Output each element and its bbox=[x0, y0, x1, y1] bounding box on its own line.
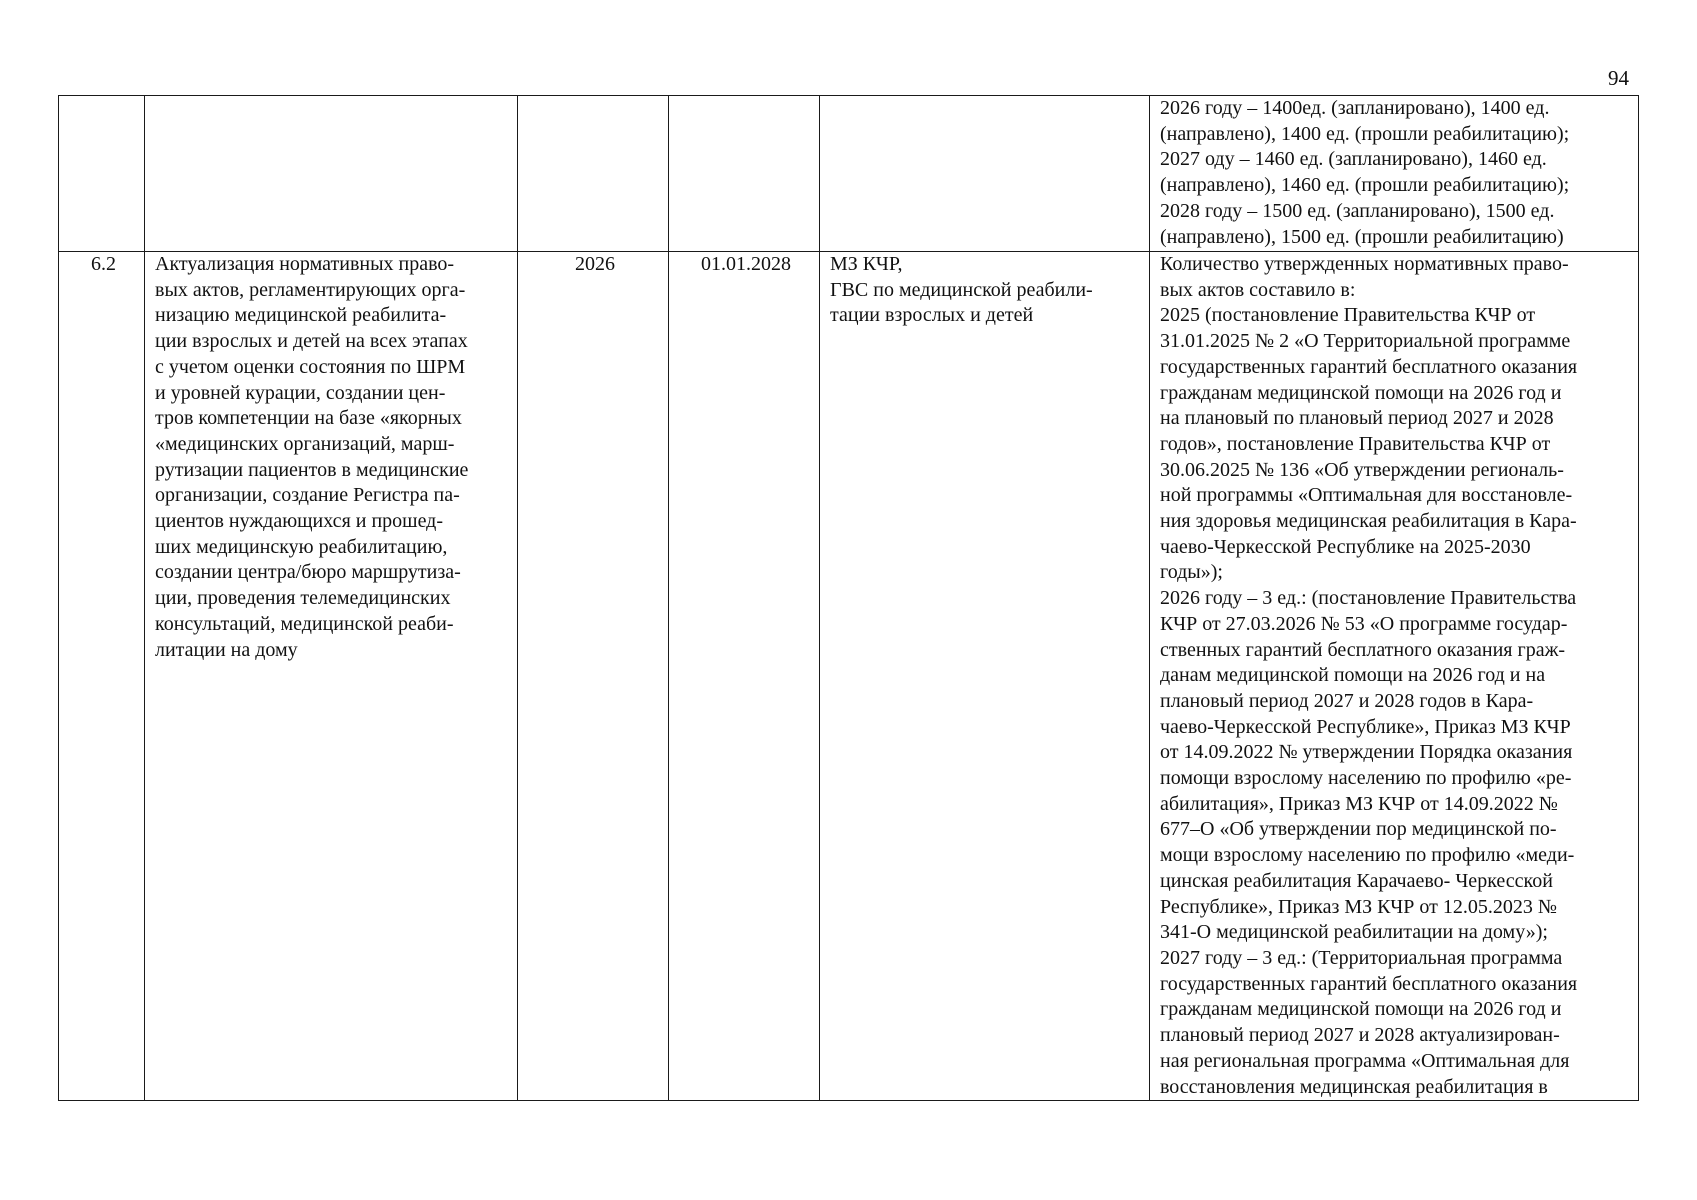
cell-description-empty bbox=[145, 96, 518, 252]
cell-end-empty bbox=[669, 96, 820, 252]
result-line: 341-О медицинской реабилитации на дому»); bbox=[1160, 921, 1548, 944]
table-row-6-2 bbox=[59, 252, 1639, 1101]
description-line: литации на дому bbox=[155, 638, 298, 661]
cell-description bbox=[145, 252, 518, 1101]
cell-responsible-empty bbox=[820, 96, 1150, 252]
description-line: рутизации пациентов в медицинские bbox=[155, 458, 469, 481]
result-line: данам медицинской помощи на 2026 год и на bbox=[1160, 664, 1546, 687]
table-row-continuation bbox=[59, 96, 1639, 252]
result-line: Республике», Приказ МЗ КЧР от 12.05.2023 № bbox=[1160, 895, 1557, 918]
description-line: Актуализация нормативных право- bbox=[155, 253, 455, 275]
responsible-line: МЗ КЧР, bbox=[830, 253, 903, 275]
result-line: от 14.09.2022 № утверждении Порядка оказания bbox=[1160, 741, 1573, 764]
result-line: вых актов составило в: bbox=[1160, 278, 1356, 301]
description-line: и уровней курации, создании цен- bbox=[155, 381, 446, 404]
result-line: ной программы «Оптимальная для восстановле- bbox=[1160, 484, 1573, 507]
result-line: на плановый по плановый период 2027 и 2028 bbox=[1160, 407, 1554, 430]
result-line: ственных гарантий бесплатного оказания граж- bbox=[1160, 638, 1566, 661]
result-line: 2026 году – 3 ед.: (постановление Правительства bbox=[1160, 587, 1577, 610]
description-line: вых актов, регламентирующих орга- bbox=[155, 278, 466, 301]
measures-table bbox=[58, 95, 1639, 1101]
result-line: (направлено), 1500 ед. (прошли реабилитацию) bbox=[1160, 225, 1564, 248]
result-line: восстановления медицинская реабилитация в bbox=[1160, 1075, 1548, 1098]
result-line: 31.01.2025 № 2 «О Территориальной программе bbox=[1160, 330, 1571, 353]
cell-start-empty bbox=[518, 96, 669, 252]
result-line: Количество утвержденных нормативных право- bbox=[1160, 253, 1569, 275]
result-line: государственных гарантий бесплатного оказания bbox=[1160, 355, 1578, 378]
description-line: ших медицинскую реабилитацию, bbox=[155, 535, 448, 558]
result-line: гражданам медицинской помощи на 2026 год и bbox=[1160, 998, 1562, 1021]
result-line: годы»); bbox=[1160, 561, 1223, 584]
result-line: годов», постановление Правительства КЧР от bbox=[1160, 432, 1551, 455]
result-line: абилитация», Приказ МЗ КЧР от 14.09.2022 № bbox=[1160, 792, 1558, 815]
responsible-line: тации взрослых и детей bbox=[830, 304, 1034, 327]
description-line: низацию медицинской реабилита- bbox=[155, 304, 447, 327]
cell-result bbox=[1150, 96, 1639, 252]
description-line: «медицинских организаций, марш- bbox=[155, 432, 455, 455]
result-line: 677–О «Об утверждении пор медицинской по- bbox=[1160, 818, 1557, 841]
result-line: цинская реабилитация Карачаево- Черкесской bbox=[1160, 869, 1553, 892]
result-line: чаево-Черкесской Республике», Приказ МЗ КЧР bbox=[1160, 715, 1571, 738]
description-line: с учетом оценки состояния по ШРМ bbox=[155, 355, 466, 378]
description-line: создании центра/бюро маршрутиза- bbox=[155, 561, 461, 584]
description-line: консультаций, медицинской реаби- bbox=[155, 612, 454, 635]
result-line: (направлено), 1460 ед. (прошли реабилитацию); bbox=[1160, 174, 1570, 197]
result-line: КЧР от 27.03.2026 № 53 «О программе государ- bbox=[1160, 612, 1568, 635]
page-number: 94 bbox=[1608, 66, 1629, 90]
result-line: 2026 году – 1400ед. (запланировано), 1400 ед. bbox=[1160, 97, 1550, 119]
result-line: помощи взрослому населению по профилю «ре- bbox=[1160, 767, 1572, 790]
result-line: 2025 (постановление Правительства КЧР от bbox=[1160, 304, 1536, 327]
result-line: 30.06.2025 № 136 «Об утверждении региональ- bbox=[1160, 458, 1564, 481]
cell-number: 6.2 bbox=[59, 252, 145, 1101]
description-line: циентов нуждающихся и прошед- bbox=[155, 510, 444, 533]
result-line: ния здоровья медицинская реабилитация в Кара- bbox=[1160, 510, 1577, 533]
result-line: 2028 году – 1500 ед. (запланировано), 1500 ед. bbox=[1160, 199, 1555, 222]
result-line: 2027 оду – 1460 ед. (запланировано), 1460 ед. bbox=[1160, 148, 1547, 171]
result-line: плановый период 2027 и 2028 годов в Кара- bbox=[1160, 689, 1534, 712]
cell-result bbox=[1150, 252, 1639, 1101]
description-line: организации, создание Регистра па- bbox=[155, 484, 460, 507]
result-line: чаево-Черкесской Республике на 2025-2030 bbox=[1160, 535, 1531, 558]
description-line: тров компетенции на базе «якорных bbox=[155, 407, 462, 430]
result-line: 2027 году – 3 ед.: (Территориальная программа bbox=[1160, 946, 1563, 969]
result-line: гражданам медицинской помощи на 2026 год и bbox=[1160, 381, 1562, 404]
result-line: (направлено), 1400 ед. (прошли реабилитацию); bbox=[1160, 122, 1570, 145]
result-line: плановый период 2027 и 2028 актуализирован- bbox=[1160, 1024, 1560, 1047]
description-line: ции взрослых и детей на всех этапах bbox=[155, 330, 468, 353]
cell-number-empty bbox=[59, 96, 145, 252]
cell-responsible bbox=[820, 252, 1150, 1101]
description-line: ции, проведения телемедицинских bbox=[155, 587, 451, 610]
result-line: ная региональная программа «Оптимальная для bbox=[1160, 1049, 1570, 1072]
responsible-line: ГВС по медицинской реабили- bbox=[830, 278, 1093, 301]
result-line: государственных гарантий бесплатного оказания bbox=[1160, 972, 1578, 995]
cell-end-date: 01.01.2028 bbox=[669, 252, 820, 1101]
cell-start-year: 2026 bbox=[518, 252, 669, 1101]
result-line: мощи взрослому населению по профилю «меди- bbox=[1160, 844, 1575, 867]
